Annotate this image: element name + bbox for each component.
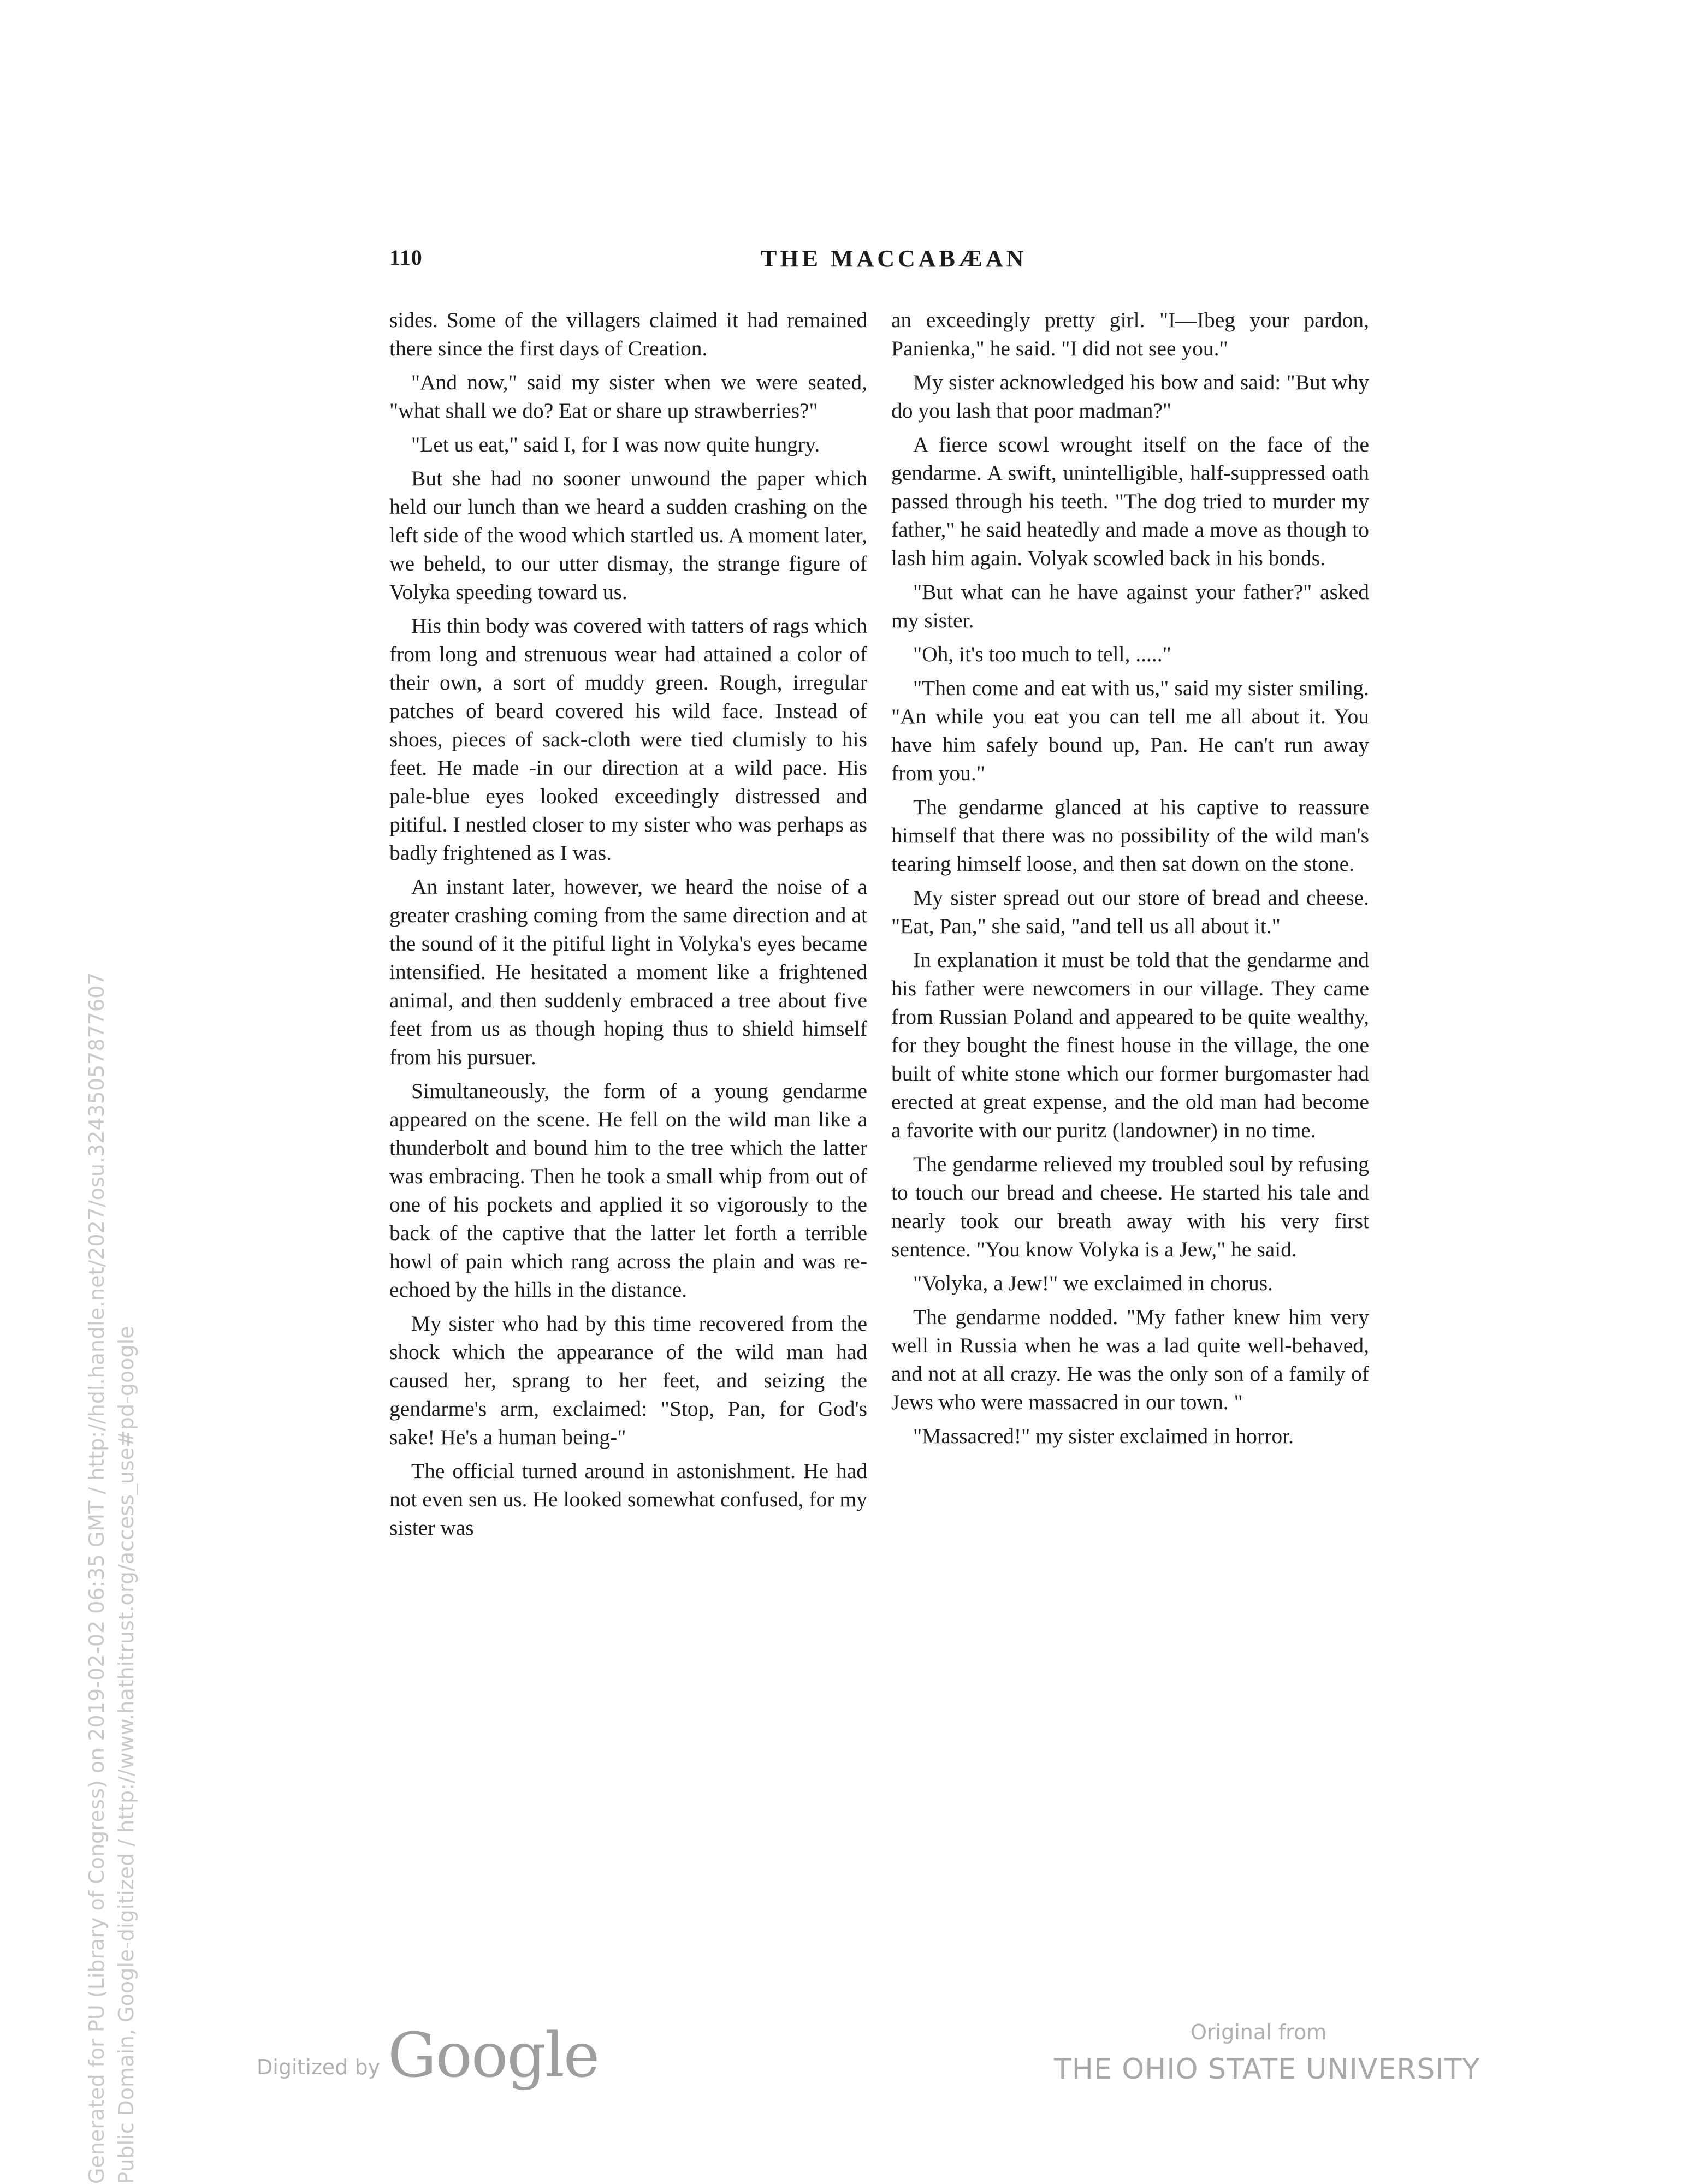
paragraph: His thin body was covered with tatters of rags which from long and strenuous wear had attained a color of their own, a sort of muddy green. Rough, irregular patches of beard covered his wild face. Instead of shoes, pieces of sack-cloth were tied clumisly to his feet. He made -in our direction at a wild pace. His pale-blue eyes looked exceedingly distressed and pitiful. I nestled closer to my sister who was perhaps as badly frightened as I was. [389, 614, 867, 865]
university-name: THE OHIO STATE UNIVERSITY [1054, 2053, 1480, 2086]
paragraph: "And now," said my sister when we were seated, "what shall we do? Eat or share up strawberries?" [389, 370, 867, 423]
paragraph: But she had no sooner unwound the paper which held our lunch than we heard a sudden crashing on the left side of the wood which startled us. A moment later, we beheld, to our utter dismay, the strange figure of Volyka speeding toward us. [389, 466, 867, 604]
paragraph: sides. Some of the villagers claimed it had remained there since the first days of Creation. [389, 308, 867, 360]
paragraph: My sister acknowledged his bow and said: "But why do you lash that poor madman?" [891, 370, 1369, 423]
paragraph: "Then come and eat with us," said my sister smiling. "An while you eat you can tell me all about it. You have him safely bound up, Pan. He can't run away from you." [891, 676, 1369, 785]
paragraph: The gendarme glanced at his captive to reassure himself that there was no possibility of the wild man's tearing himself loose, and then sat down on the stone. [891, 795, 1369, 876]
paragraph: "Let us eat," said I, for I was now quite hungry. [411, 432, 820, 456]
paragraph: "But what can he have against your father?" asked my sister. [891, 580, 1369, 632]
side-watermark [82, 764, 141, 2184]
right-column [891, 306, 1369, 1456]
paragraph: My sister spread out our store of bread and cheese. "Eat, Pan," she said, "and tell us all about it." [891, 886, 1369, 938]
page-number: 110 [389, 245, 423, 270]
paragraph: "Oh, it's too much to tell, ....." [913, 642, 1171, 666]
paragraph: an exceedingly pretty girl. "I—Ibeg your pardon, Panienka," he said. "I did not see you." [891, 308, 1369, 360]
watermark-line: Generated for PU (Library of Congress) on 2019-02-02 06:35 GMT / http://hdl.handle.net/2027/osu.32435057877607 [85, 972, 109, 2184]
digitized-by-label: Digitized by [257, 2055, 381, 2079]
watermark-line: Public Domain, Google-digitized / http://www.hathitrust.org/access_use#pd-google [114, 1326, 138, 2184]
paragraph: An instant later, however, we heard the noise of a greater crashing coming from the same direction and at the sound of it the pitiful light in Volyka's eyes became intensified. He hesitated a moment like a frightened animal, and then suddenly embraced a tree about five feet from us as though hoping thus to shield himself from his pursuer. [389, 875, 867, 1069]
paragraph: "Volyka, a Jew!" we exclaimed in chorus. [913, 1271, 1273, 1295]
google-logo: Google [388, 2020, 599, 2091]
original-from-footer [1038, 2020, 1480, 2097]
digitized-by-footer [257, 2020, 612, 2097]
journal-title: THE MACCABÆAN [761, 245, 1027, 272]
paragraph: "Massacred!" my sister exclaimed in horror. [913, 1424, 1294, 1448]
paragraph: My sister who had by this time recovered from the shock which the appearance of the wild man had caused her, sprang to her feet, and seizing the gendarme's arm, exclaimed: "Stop, Pan, for God's sake! He's a human being-" [389, 1311, 867, 1449]
paragraph: The gendarme relieved my troubled soul by refusing to touch our bread and cheese. He started his tale and nearly took our breath away with his very first sentence. "You know Volyka is a Jew," he said. [891, 1152, 1369, 1261]
paragraph: The official turned around in astonishment. He had not even sen us. He looked somewhat confused, for my sister was [389, 1459, 867, 1540]
left-column [389, 306, 867, 1547]
page-header [389, 245, 1372, 277]
paragraph: A fierce scowl wrought itself on the face of the gendarme. A swift, unintelligible, half-suppressed oath passed through his teeth. "The dog tried to murder my father," he said heatedly and made a move as though to lash him again. Volyak scowled back in his bonds. [891, 432, 1369, 570]
original-from-label: Original from [1191, 2020, 1327, 2044]
paragraph: Simultaneously, the form of a young gendarme appeared on the scene. He fell on the wild man like a thunderbolt and bound him to the tree which the latter was embracing. Then he took a small whip from out of one of his pockets and applied it so vigorously to the back of the captive that the latter let forth a terrible howl of pain which rang across the plain and was re-echoed by the hills in the distance. [389, 1079, 867, 1302]
paragraph: The gendarme nodded. "My father knew him very well in Russia when he was a lad quite well-behaved, and not at all crazy. He was the only son of a family of Jews who were massacred in our town. " [891, 1305, 1369, 1414]
paragraph: In explanation it must be told that the gendarme and his father were newcomers in our village. They came from Russian Poland and appeared to be quite wealthy, for they bought the finest house in the village, the one built of white stone which our former burgomaster had erected at great expense, and the old man had become a favorite with our puritz (landowner) in no time. [891, 948, 1369, 1142]
